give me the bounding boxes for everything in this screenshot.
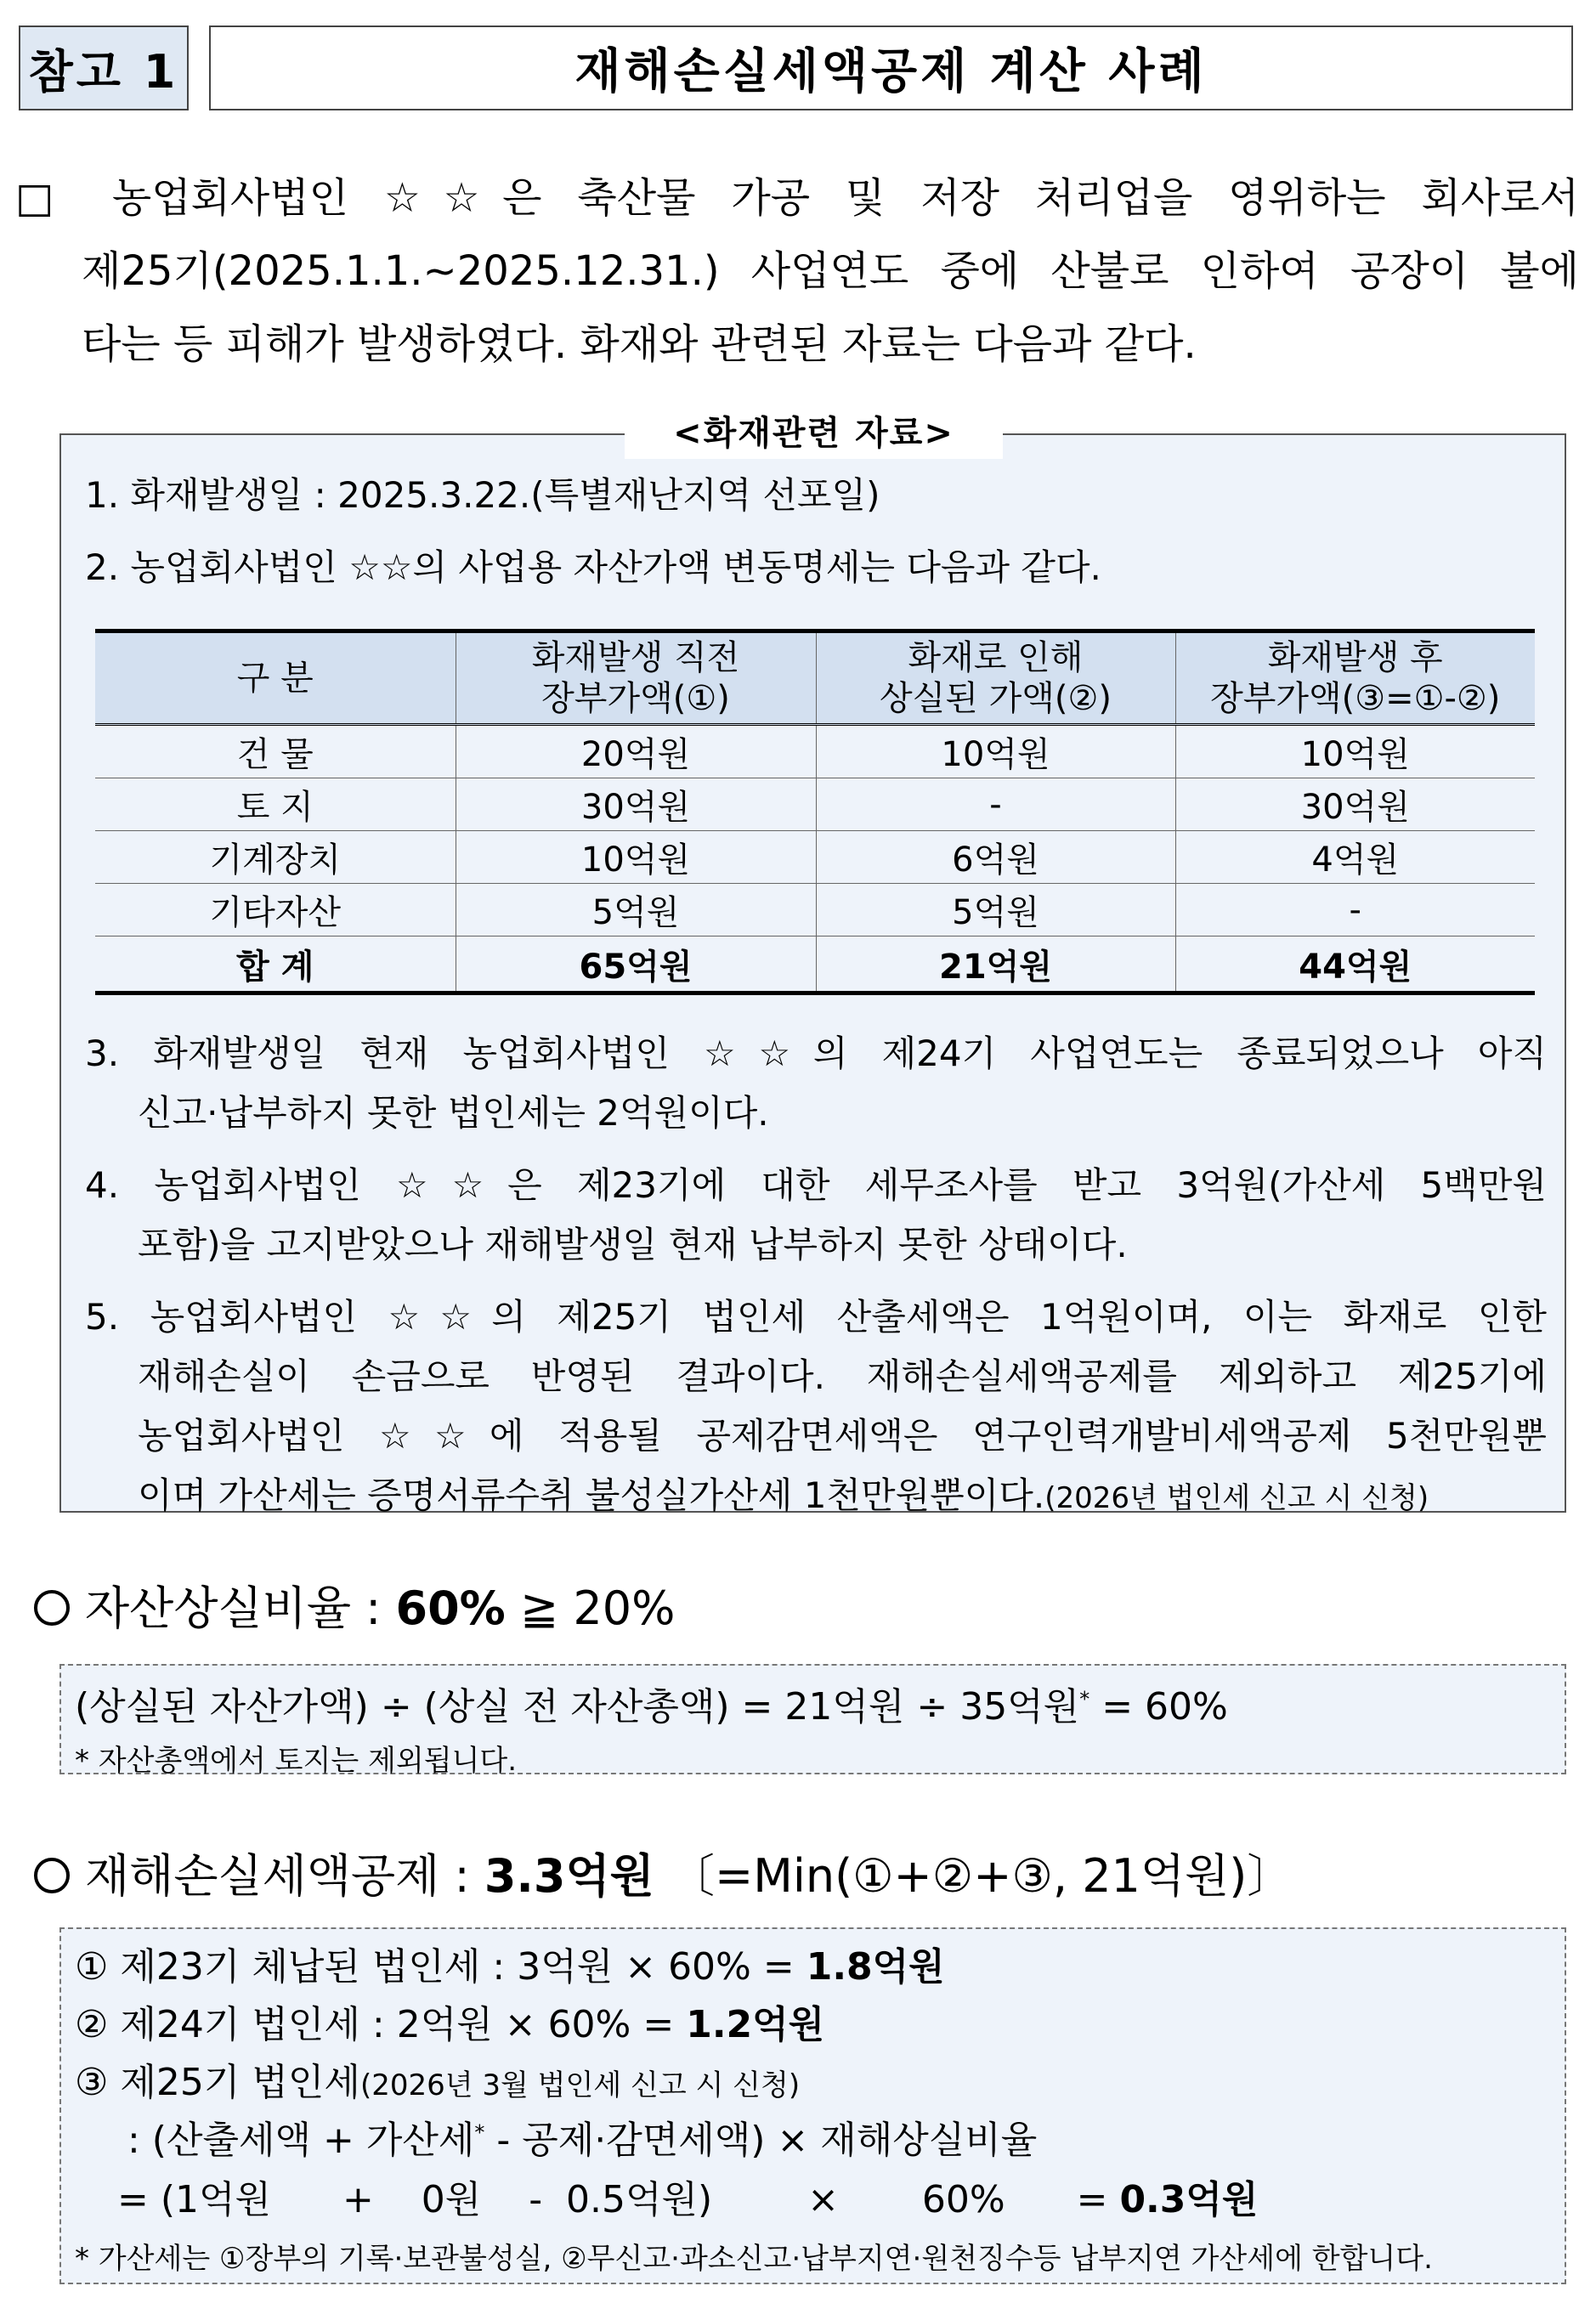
table-row <box>95 884 1535 936</box>
cell: 10억원 <box>1175 725 1535 778</box>
cell: 30억원 <box>1175 778 1535 831</box>
circle-bullet-icon <box>34 1590 70 1626</box>
section-asset-loss-ratio: 자산상실비율 : 60% ≧ 20% <box>34 1572 675 1638</box>
item3-line-2: 신고·납부하지 못한 법인세는 2억원이다. <box>138 1092 769 1134</box>
item3-line-1: 3. 화재발생일 현재 농업회사법인 ☆☆의 제24기 사업연도는 종료되었으나 아직 <box>85 1033 1547 1074</box>
cell: 30억원 <box>456 778 816 831</box>
fire-item-1: 1. 화재발생일 : 2025.3.22.(특별재난지역 선포일) <box>85 474 880 516</box>
cell: - <box>1175 884 1535 936</box>
fire-item-4 <box>85 1156 1547 1275</box>
credit-line-1: ① 제23기 체납된 법인세 : 3억원 × 60% = 1.8억원 <box>75 1945 945 1989</box>
cell: 6억원 <box>816 831 1175 884</box>
cell: 20억원 <box>456 725 816 778</box>
cell: 10억원 <box>816 725 1175 778</box>
loss-ratio-note: * 자산총액에서 토지는 제외됩니다. <box>75 1744 518 1778</box>
loss-ratio-formula: (상실된 자산가액) ÷ (상실 전 자산총액) = 21억원 ÷ 35억원* = 60% <box>75 1685 1228 1729</box>
item5-line-1: 5. 농업회사법인 ☆☆의 제25기 법인세 산출세액은 1억원이며, 이는 화재로 인한 <box>85 1296 1547 1338</box>
th-after: 화재발생 후 장부가액(③=①-②) <box>1175 631 1535 725</box>
th-lost: 화재로 인해 상실된 가액(②) <box>816 631 1175 725</box>
item5-line-3: 농업회사법인 ☆☆에 적용될 공제감면세액은 연구인력개발비세액공제 5천만원뿐 <box>138 1415 1547 1457</box>
credit-line-5: = (1억원 + 0원 - 0.5억원) × 60% = 0.3억원 <box>117 2178 1259 2221</box>
fire-item-5 <box>85 1287 1547 1528</box>
cell: 5억원 <box>456 884 816 936</box>
credit-line-3: ③ 제25기 법인세(2026년 3월 법인세 신고 시 신청) <box>75 2061 801 2104</box>
intro-line-3: 타는 등 피해가 발생하였다. 화재와 관련된 자료는 다음과 같다. <box>82 320 1197 368</box>
section-disaster-credit: 재해손실세액공제 : 3.3억원 〔=Min(①+②+③, 21억원)〕 <box>34 1840 1293 1905</box>
intro-line-1: □ 농업회사법인 ☆☆은 축산물 가공 및 저장 처리업을 영위하는 회사로서 <box>15 174 1579 222</box>
table-total-row <box>95 936 1535 993</box>
page-title: 재해손실세액공제 계산 사례 <box>209 25 1573 110</box>
item4-line-2: 포함)을 고지받았으나 재해발생일 현재 납부하지 못한 상태이다. <box>138 1224 1128 1265</box>
item5-line-4: 이며 가산세는 증명서류수취 불성실가산세 1천만원뿐이다.(2026년 법인세 신고 시 신청) <box>138 1474 1429 1516</box>
credit-note: * 가산세는 ①장부의 기록·보관불성실, ②무신고·과소신고·납부지연·원천징수등 납부지연 가산세에 한합니다. <box>75 2242 1433 2276</box>
intro-line-2: 제25기(2025.1.1.~2025.12.31.) 사업연도 중에 산불로 인하여 공장이 불에 <box>82 247 1579 295</box>
intro-paragraph <box>15 161 1579 381</box>
reference-tag: 참고 1 <box>19 25 189 110</box>
cell: 44억원 <box>1175 936 1535 993</box>
cell: 건 물 <box>95 725 456 778</box>
cell: 4억원 <box>1175 831 1535 884</box>
table-row <box>95 725 1535 778</box>
cell: - <box>816 778 1175 831</box>
th-before: 화재발생 직전 장부가액(①) <box>456 631 816 725</box>
cell: 기타자산 <box>95 884 456 936</box>
cell: 65억원 <box>456 936 816 993</box>
circle-bullet-icon <box>34 1858 70 1893</box>
cell: 토 지 <box>95 778 456 831</box>
asset-change-table <box>95 629 1535 995</box>
fire-data-title: <화재관련 자료> <box>625 408 1003 459</box>
cell: 5억원 <box>816 884 1175 936</box>
item4-line-1: 4. 농업회사법인 ☆☆은 제23기에 대한 세무조사를 받고 3억원(가산세 5백만원 <box>85 1164 1547 1206</box>
fire-item-2: 2. 농업회사법인 ☆☆의 사업용 자산가액 변동명세는 다음과 같다. <box>85 546 1101 588</box>
credit-line-4: : (산출세액 + 가산세* - 공제·감면세액) × 재해상실비율 <box>127 2119 1038 2162</box>
cell: 합 계 <box>95 936 456 993</box>
cell: 기계장치 <box>95 831 456 884</box>
fire-item-3 <box>85 1024 1547 1143</box>
table-row <box>95 831 1535 884</box>
cell: 10억원 <box>456 831 816 884</box>
table-header-row <box>95 631 1535 725</box>
item5-line-2: 재해손실이 손금으로 반영된 결과이다. 재해손실세액공제를 제외하고 제25기에 <box>138 1355 1547 1397</box>
table-row <box>95 778 1535 831</box>
th-category: 구 분 <box>95 631 456 725</box>
credit-line-2: ② 제24기 법인세 : 2억원 × 60% = 1.2억원 <box>75 2003 825 2046</box>
cell: 21억원 <box>816 936 1175 993</box>
